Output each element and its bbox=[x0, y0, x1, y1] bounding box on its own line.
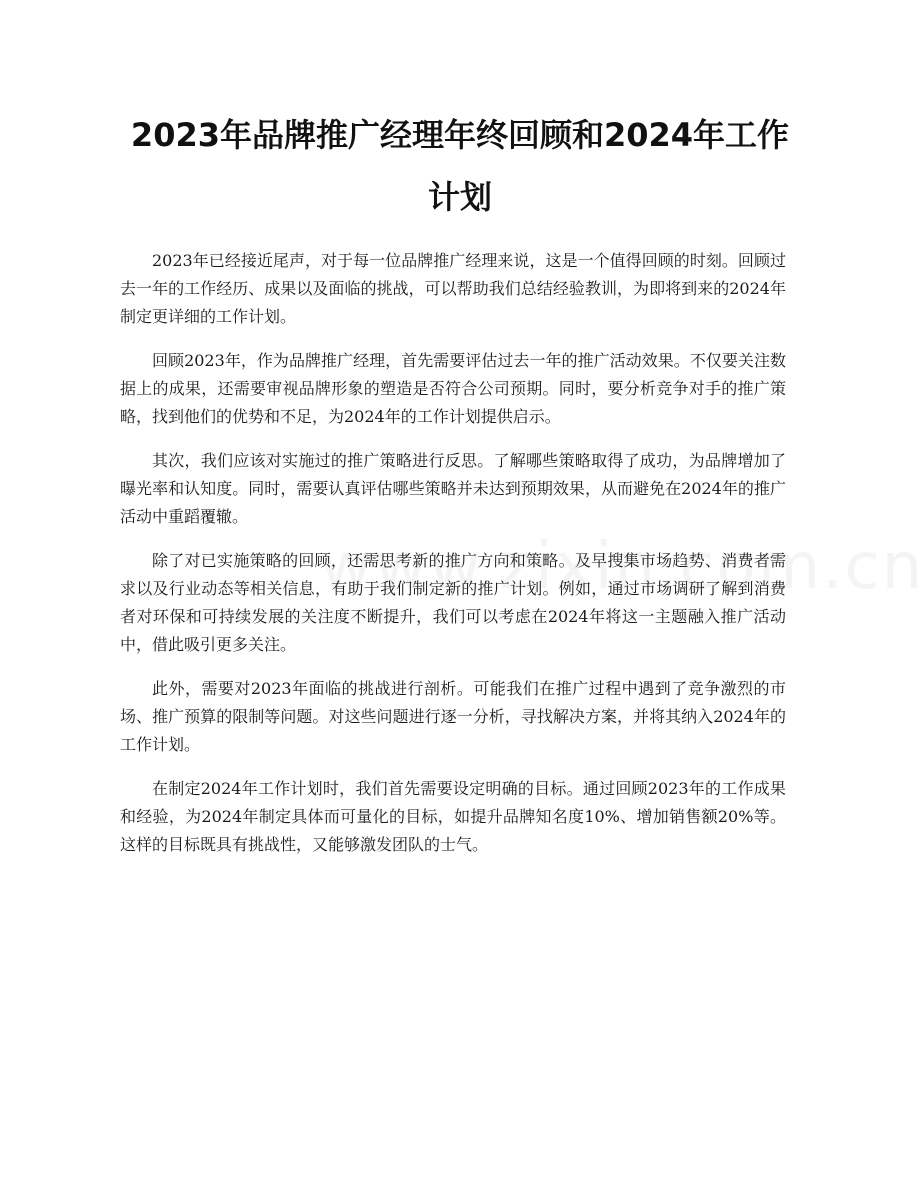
document-title: 2023年品牌推广经理年终回顾和2024年工作计划 bbox=[130, 116, 790, 216]
paragraph-4: 除了对已实施策略的回顾，还需思考新的推广方向和策略。及早搜集市场趋势、消费者需求以及行业动态等相关信息，有助于我们制定新的推广计划。例如，通过市场调研了解到消费者对环保和可持续发展的关注度不断提升，我们可以考虑在2024年将这一主题融入推广活动中，借此吸引更多关注。 bbox=[120, 551, 786, 654]
paragraph-2: 回顾2023年，作为品牌推广经理，首先需要评估过去一年的推广活动效果。不仅要关注数据上的成果，还需要审视品牌形象的塑造是否符合公司预期。同时，要分析竞争对手的推广策略，找到他们的优势和不足，为2024年的工作计划提供启示。 bbox=[120, 351, 786, 426]
paragraph-6: 在制定2024年工作计划时，我们首先需要设定明确的目标。通过回顾2023年的工作成果和经验，为2024年制定具体而可量化的目标，如提升品牌知名度10%、增加销售额20%等。这样的目标既具有挑战性，又能够激发团队的士气。 bbox=[120, 779, 786, 854]
paragraph-3: 其次，我们应该对实施过的推广策略进行反思。了解哪些策略取得了成功，为品牌增加了曝光率和认知度。同时，需要认真评估哪些策略并未达到预期效果，从而避免在2024年的推广活动中重蹈覆辙。 bbox=[120, 451, 786, 526]
paragraph-1: 2023年已经接近尾声，对于每一位品牌推广经理来说，这是一个值得回顾的时刻。回顾过去一年的工作经历、成果以及面临的挑战，可以帮助我们总结经验教训，为即将到来的2024年制定更详细的工作计划。 bbox=[120, 251, 786, 326]
paragraph-5: 此外，需要对2023年面临的挑战进行剖析。可能我们在推广过程中遇到了竞争激烈的市场、推广预算的限制等问题。对这些问题进行逐一分析，寻找解决方案，并将其纳入2024年的工作计划。 bbox=[120, 679, 786, 754]
document-body bbox=[120, 247, 786, 875]
